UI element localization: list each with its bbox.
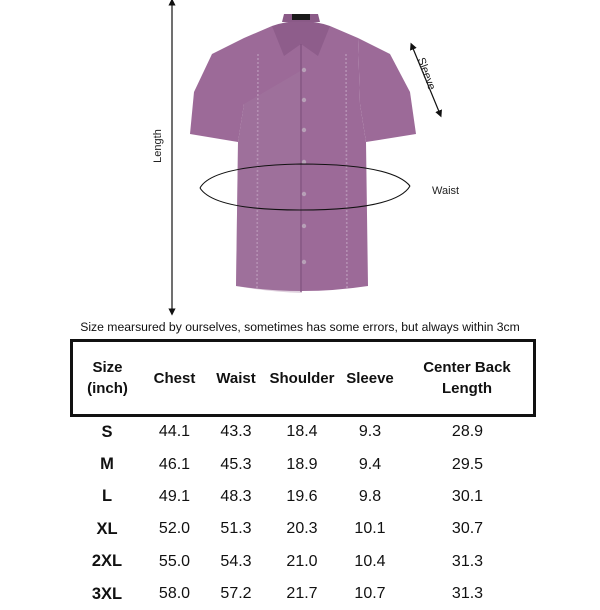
measurement-cell: 54.3: [220, 552, 252, 570]
measurement-cell: 19.6: [286, 487, 318, 505]
measurement-cell: 31.3: [451, 552, 484, 570]
measurement-cell: 30.7: [451, 520, 484, 538]
measurement-note: Size mearsured by ourselves, sometimes has some errors, but always within 3cm: [80, 320, 520, 334]
size-cell: XL: [96, 519, 118, 538]
measurement-cell: 10.1: [354, 520, 386, 538]
header-waist: Waist: [216, 369, 256, 387]
measurement-cell: 29.5: [451, 455, 484, 473]
table-row: [72, 513, 534, 545]
size-cell: 2XL: [91, 552, 123, 571]
header-chest: Chest: [153, 369, 196, 387]
measurement-cell: 48.3: [220, 487, 252, 505]
measurement-cell: 9.8: [358, 487, 382, 505]
header-size: Size (inch): [87, 359, 128, 397]
measurement-cell: 58.0: [158, 585, 191, 603]
right-sleeve: [358, 38, 416, 142]
measurement-cell: 49.1: [158, 487, 191, 505]
measurement-cell: 46.1: [158, 455, 191, 473]
header-center-back-length: Center Back Length: [423, 359, 511, 397]
measurement-cell: 43.3: [220, 423, 252, 441]
size-cell: 3XL: [91, 584, 123, 603]
size-chart-table: [71, 340, 535, 610]
left-sleeve: [190, 38, 244, 142]
measurement-cell: 21.7: [286, 585, 318, 603]
measurement-cell: 9.4: [358, 455, 382, 473]
table-row: [72, 578, 534, 610]
measurement-cell: 20.3: [286, 520, 318, 538]
measurement-cell: 21.0: [286, 552, 318, 570]
table-header-row: [72, 341, 534, 415]
measurement-cell: 10.7: [354, 585, 386, 603]
waist-label: Waist: [432, 185, 460, 197]
measurement-cell: 57.2: [220, 585, 252, 603]
measurement-cell: 10.4: [354, 552, 386, 570]
header-sleeve: Sleeve: [346, 369, 394, 387]
table-row: [72, 481, 534, 513]
table-row: [72, 546, 534, 578]
measurement-cell: 28.9: [451, 423, 484, 441]
measurement-cell: 44.1: [158, 423, 191, 441]
sleeve-label: Sleeve: [414, 56, 438, 92]
size-cell: S: [101, 422, 113, 441]
measurement-cell: 52.0: [158, 520, 191, 538]
size-cell: L: [101, 487, 113, 506]
measurement-cell: 9.3: [358, 423, 382, 441]
measurement-cell: 55.0: [158, 552, 191, 570]
length-label: Length: [152, 129, 164, 163]
measurement-cell: 30.1: [451, 487, 484, 505]
measurement-cell: 18.9: [286, 455, 318, 473]
size-cell: M: [100, 455, 114, 474]
measurement-cell: 18.4: [286, 423, 318, 441]
measurement-cell: 45.3: [220, 455, 252, 473]
table-row: [72, 448, 534, 480]
measurement-cell: 51.3: [220, 520, 252, 538]
table-row: [72, 415, 534, 448]
header-shoulder: Shoulder: [269, 369, 335, 387]
measurement-cell: 31.3: [451, 585, 484, 603]
